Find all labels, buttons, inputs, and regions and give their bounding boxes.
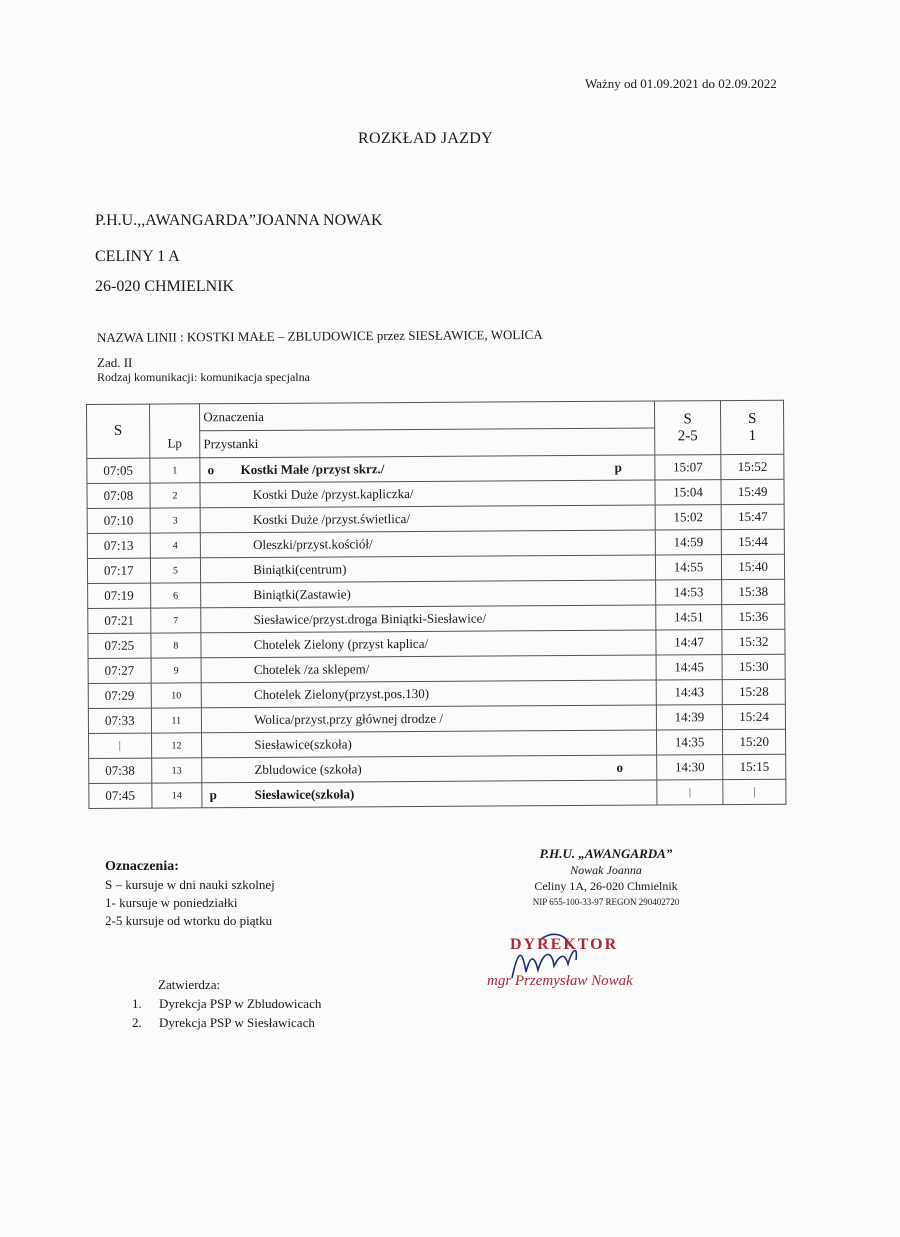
mark-left: o — [207, 462, 215, 478]
director-name: mgr Przemysław Nowak — [487, 973, 633, 989]
time-s-2-5: 15:07 — [655, 455, 722, 480]
time-s-2-5: 14:39 — [656, 705, 723, 730]
approval-item: 2. Dyrekcja PSP w Siesławicach — [132, 1015, 315, 1030]
legend-item: 1- kursuje w poniedziałki — [105, 895, 238, 910]
departure-time-s: 07:17 — [87, 558, 150, 583]
row-number: 6 — [150, 583, 201, 608]
company-street: CELINY 1 A — [95, 248, 180, 265]
departure-time-s: 07:25 — [88, 633, 151, 658]
stop-cell — [201, 605, 656, 633]
mark-left: p — [209, 787, 217, 803]
company-city: 26-020 CHMIELNIK — [95, 278, 235, 295]
time-s-1: 15:40 — [722, 554, 785, 579]
departure-time-s: 07:05 — [87, 458, 150, 483]
time-s-1: 15:36 — [722, 604, 785, 629]
approval-label: Zatwierdza: — [158, 977, 221, 992]
stop-name: Oleszki/przyst.kościół/ — [253, 536, 373, 552]
stop-name: Kostki Małe /przyst skrz./ — [240, 461, 385, 478]
header-s-1-bottom: 1 — [748, 427, 757, 444]
departure-time-s: | — [89, 733, 152, 758]
mark-right: o — [616, 759, 623, 775]
time-s-1: 15:24 — [723, 704, 786, 729]
stop-name: Chotelek Zielony(przyst.pos.130) — [253, 685, 430, 702]
task-number: Zad. II — [97, 355, 133, 370]
line-name: NAZWA LINII : KOSTKI MAŁE – ZBLUDOWICE przez SIESŁAWICE, WOLICA — [96, 326, 543, 345]
stamp-address: Celiny 1A, 26-020 Chmielnik — [534, 879, 678, 893]
time-s-1: 15:30 — [722, 654, 785, 679]
departure-time-s: 07:21 — [88, 608, 151, 633]
stop-cell — [202, 730, 657, 758]
time-s-2-5: 14:30 — [656, 755, 723, 780]
company-name: P.H.U.,,AWANGARDA”JOANNA NOWAK — [95, 212, 383, 229]
time-s-2-5: 14:59 — [655, 530, 722, 555]
header-lp: Lp — [149, 404, 200, 458]
time-s-2-5: 14:47 — [656, 630, 723, 655]
departure-time-s: 07:19 — [88, 583, 151, 608]
row-number: 2 — [150, 483, 201, 508]
stop-name: Siesławice(szkoła) — [254, 786, 355, 802]
time-s-2-5: 14:55 — [655, 555, 722, 580]
stop-name: Chotelek /za sklepem/ — [253, 661, 370, 677]
departure-time-s: 07:27 — [88, 658, 151, 683]
time-s-2-5: 15:04 — [655, 480, 722, 505]
time-s-1: 15:15 — [723, 754, 786, 779]
stop-name: Chotelek Zielony (przyst kaplica/ — [253, 635, 429, 652]
row-number: 4 — [150, 533, 201, 558]
time-s-1: | — [723, 779, 786, 804]
stop-cell — [200, 505, 655, 533]
time-s-2-5: 15:02 — [655, 505, 722, 530]
stop-name: Wolica/przyst.przy głównej drodze / — [254, 710, 444, 727]
company-stamp — [506, 846, 706, 910]
stop-name: Biniątki(Zastawie) — [253, 586, 351, 602]
time-s-1: 15:20 — [723, 729, 786, 754]
departure-time-s: 07:38 — [89, 758, 152, 783]
timetable — [86, 400, 786, 809]
row-number: 8 — [151, 633, 202, 658]
row-number: 14 — [151, 783, 202, 808]
departure-time-s: 07:13 — [87, 533, 150, 558]
row-number: 5 — [150, 558, 201, 583]
approval-item: 1. Dyrekcja PSP w Zbludowicach — [132, 996, 322, 1011]
row-number: 7 — [150, 608, 201, 633]
stop-cell — [201, 580, 656, 608]
time-s-2-5: 14:45 — [656, 655, 723, 680]
header-s: S — [87, 404, 150, 458]
time-s-2-5: 14:51 — [655, 605, 722, 630]
stamp-owner: Nowak Joanna — [570, 863, 642, 877]
stop-cell — [201, 555, 656, 583]
validity-date: Ważny od 01.09.2021 do 02.09.2022 — [585, 76, 777, 91]
page-title: ROZKŁAD JAZDY — [358, 130, 494, 147]
header-s-1 — [721, 400, 784, 454]
stamp-firm: P.H.U. „AWANGARDA” — [539, 846, 673, 861]
legend-item: 2-5 kursuje od wtorku do piątku — [105, 913, 273, 928]
row-number: 13 — [151, 758, 202, 783]
header-przystanki: Przystanki — [200, 428, 655, 458]
stop-cell — [200, 480, 655, 508]
time-s-2-5: 14:53 — [655, 580, 722, 605]
mark-right: p — [614, 459, 622, 475]
departure-time-s: 07:33 — [88, 708, 151, 733]
time-s-1: 15:47 — [721, 504, 784, 529]
communication-type: Rodzaj komunikacji: komunikacja specjalna — [97, 370, 310, 384]
header-oznaczenia: Oznaczenia — [200, 401, 655, 431]
row-number: 10 — [151, 683, 202, 708]
stop-cell — [202, 705, 657, 733]
stop-name: Kostki Duże /przyst.kapliczka/ — [252, 486, 414, 502]
stop-cell — [200, 455, 655, 483]
header-s-2-5 — [654, 401, 721, 455]
stop-cell — [202, 755, 657, 783]
stop-name: Siesławice/przyst.droga Biniątki-Siesławice/ — [253, 610, 487, 627]
table-row — [89, 779, 786, 808]
time-s-2-5: 14:43 — [656, 680, 723, 705]
stamp-nip: NIP 655-100-33-97 REGON 290402720 — [532, 897, 680, 907]
stop-name: Biniątki(centrum) — [253, 561, 347, 577]
legend-title: Oznaczenia: — [105, 859, 179, 874]
time-s-2-5: | — [657, 780, 724, 805]
stop-cell — [201, 680, 656, 708]
stop-name: Kostki Duże /przyst.świetlica/ — [252, 511, 411, 527]
time-s-1: 15:32 — [722, 629, 785, 654]
legend-item: S – kursuje w dni nauki szkolnej — [105, 877, 275, 892]
time-s-1: 15:52 — [721, 454, 784, 479]
time-s-1: 15:28 — [723, 679, 786, 704]
row-number: 3 — [150, 508, 201, 533]
stop-cell — [201, 530, 656, 558]
time-s-1: 15:38 — [722, 579, 785, 604]
departure-time-s: 07:29 — [88, 683, 151, 708]
row-number: 1 — [149, 458, 200, 483]
stop-cell — [201, 655, 656, 683]
header-s-1-top: S — [748, 410, 757, 427]
header-s-2-5-top: S — [683, 410, 692, 427]
row-number: 11 — [151, 708, 202, 733]
stop-name: Siesławice(szkoła) — [254, 736, 352, 752]
stop-cell — [202, 780, 657, 808]
row-number: 12 — [151, 733, 202, 758]
header-s-2-5-bottom: 2-5 — [677, 427, 698, 444]
stop-cell — [201, 630, 656, 658]
departure-time-s: 07:10 — [87, 508, 150, 533]
director-title: DYREKTOR — [510, 936, 619, 953]
stop-name: Zbludowice (szkoła) — [254, 761, 362, 777]
time-s-2-5: 14:35 — [656, 730, 723, 755]
legend — [105, 858, 275, 930]
departure-time-s: 07:45 — [89, 783, 152, 808]
time-s-1: 15:49 — [721, 479, 784, 504]
approval-list — [132, 994, 321, 1032]
departure-time-s: 07:08 — [87, 483, 150, 508]
row-number: 9 — [151, 658, 202, 683]
time-s-1: 15:44 — [722, 529, 785, 554]
